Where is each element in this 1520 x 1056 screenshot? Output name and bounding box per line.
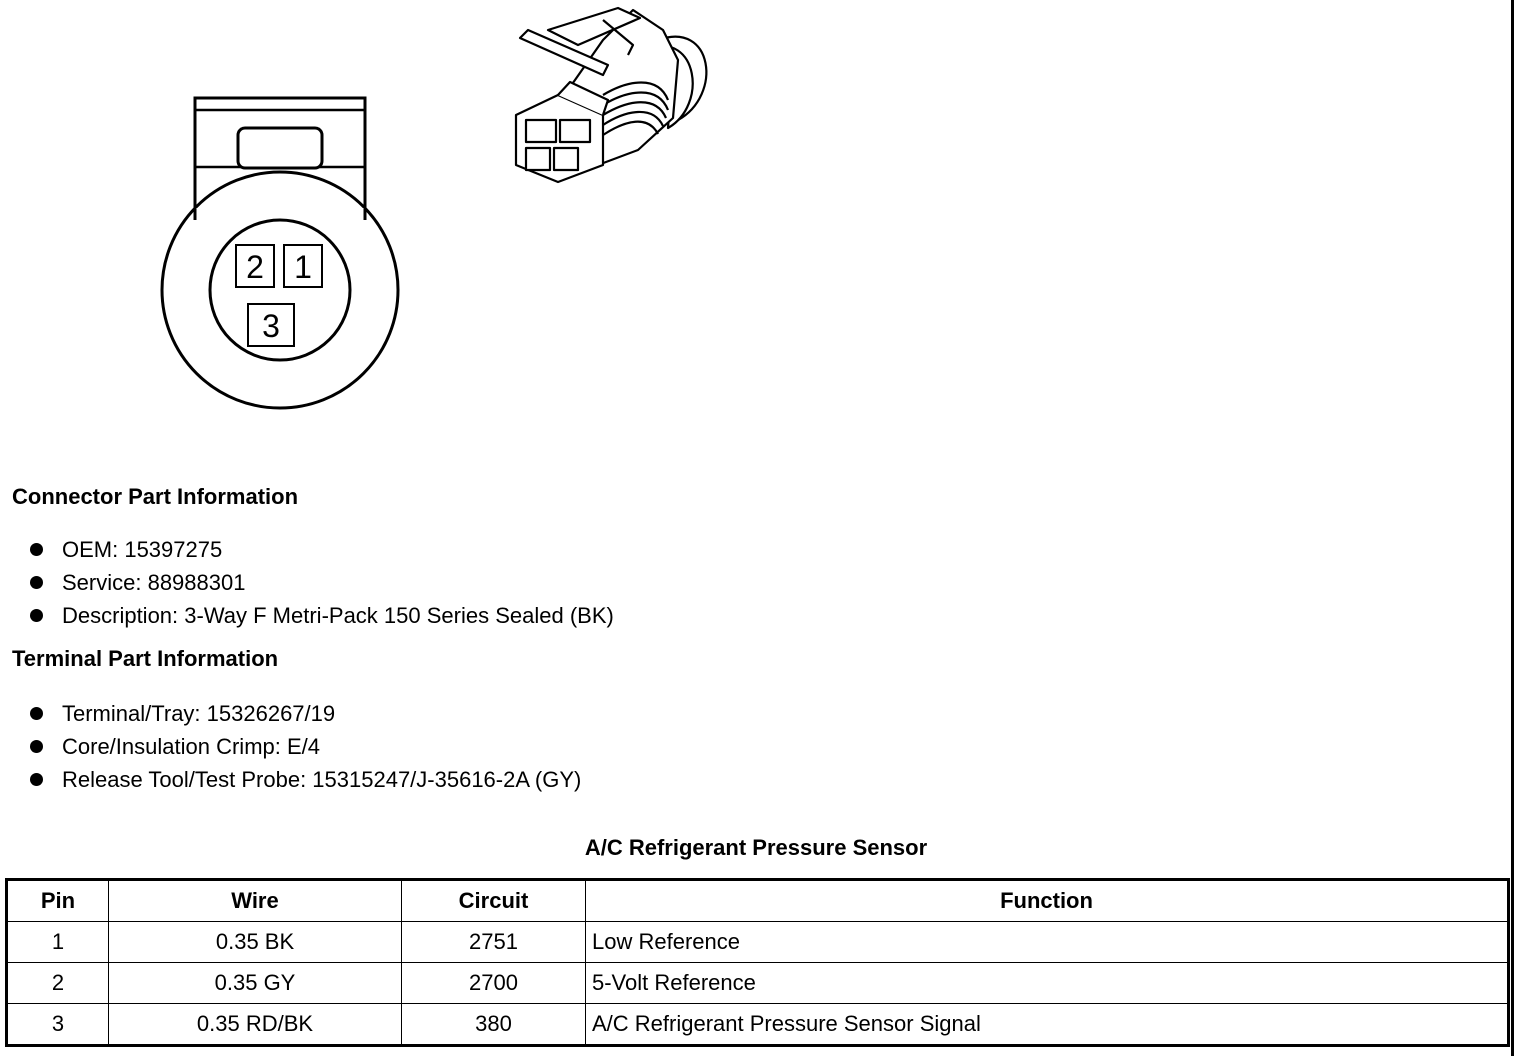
cell-wire: 0.35 BK [109, 922, 402, 963]
connector-part-info-title: Connector Part Information [12, 484, 299, 509]
cell-pin: 2 [7, 963, 109, 1004]
list-item: Description: 3-Way F Metri-Pack 150 Series Sealed (BK) [28, 599, 614, 632]
cavity-label-2: 2 [246, 249, 264, 285]
terminal-part-info-title: Terminal Part Information [12, 646, 279, 671]
cell-wire: 0.35 GY [109, 963, 402, 1004]
cell-pin: 1 [7, 922, 109, 963]
header-circuit: Circuit [402, 880, 586, 922]
header-pin: Pin [7, 880, 109, 922]
pin-table [5, 878, 1510, 1047]
header-wire: Wire [109, 880, 402, 922]
cell-circuit: 2700 [402, 963, 586, 1004]
list-item: Service: 88988301 [28, 566, 614, 599]
table-row [7, 922, 1509, 963]
connector-face-diagram [150, 90, 410, 420]
bullet-icon [30, 707, 43, 720]
cell-function: A/C Refrigerant Pressure Sensor Signal [586, 1004, 1509, 1046]
list-item: Core/Insulation Crimp: E/4 [28, 730, 581, 763]
cell-pin: 3 [7, 1004, 109, 1046]
pin-table-title: A/C Refrigerant Pressure Sensor [584, 835, 928, 860]
bullet-icon [30, 576, 43, 589]
bullet-icon [30, 609, 43, 622]
bullet-icon [30, 773, 43, 786]
cell-function: 5-Volt Reference [586, 963, 1509, 1004]
bullet-icon [30, 740, 43, 753]
list-item: OEM: 15397275 [28, 533, 614, 566]
connector-perspective-diagram [508, 0, 723, 185]
table-row [7, 1004, 1509, 1046]
list-item: Release Tool/Test Probe: 15315247/J-35616-2A (GY) [28, 763, 581, 796]
connector-part-info-list [28, 533, 614, 632]
bullet-icon [30, 543, 43, 556]
list-item: Terminal/Tray: 15326267/19 [28, 697, 581, 730]
connector-latch [238, 128, 322, 168]
cell-circuit: 380 [402, 1004, 586, 1046]
header-function: Function [586, 880, 1509, 922]
page-border-right [1511, 0, 1514, 1056]
table-header-row [7, 880, 1509, 922]
terminal-part-info-list [28, 697, 581, 796]
cell-circuit: 2751 [402, 922, 586, 963]
cell-wire: 0.35 RD/BK [109, 1004, 402, 1046]
table-row [7, 963, 1509, 1004]
cavity-label-1: 1 [294, 249, 312, 285]
cavity-label-3: 3 [262, 308, 280, 344]
cell-function: Low Reference [586, 922, 1509, 963]
